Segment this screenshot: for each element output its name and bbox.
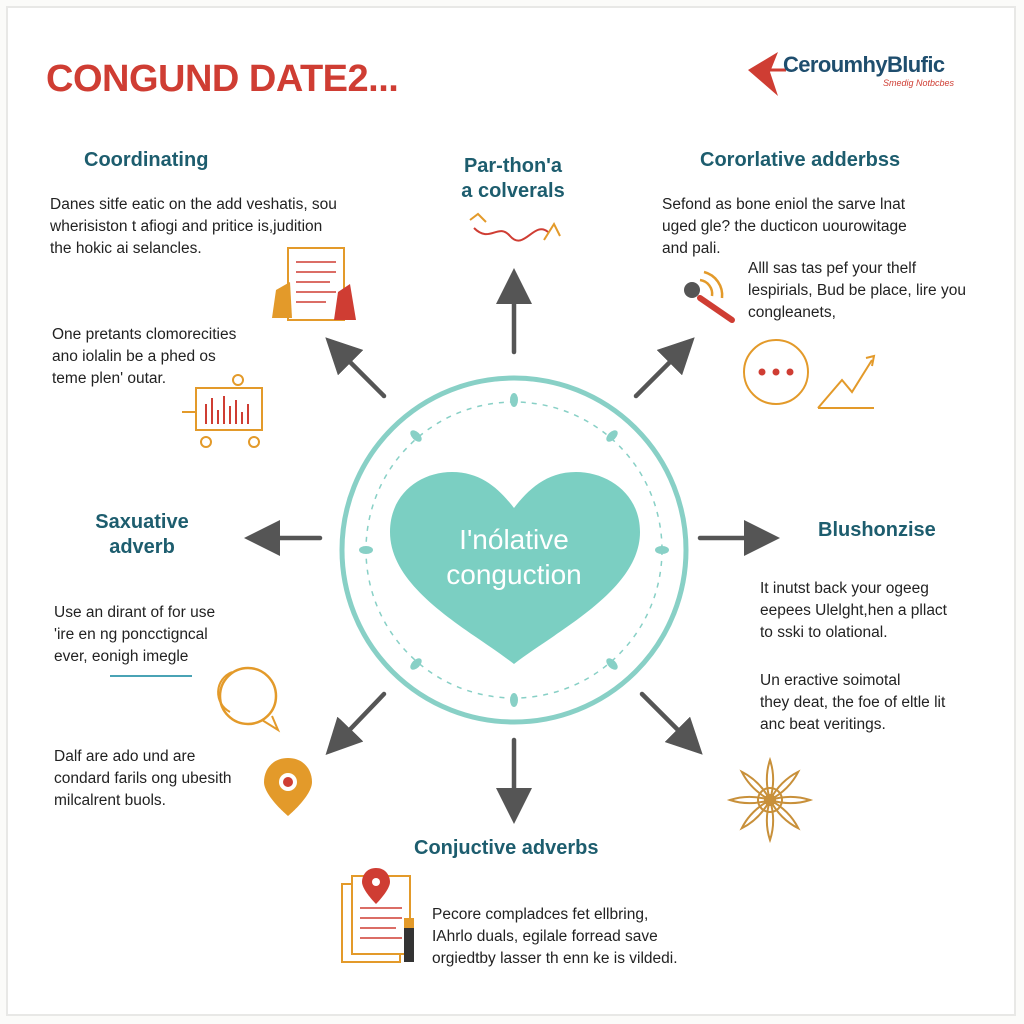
text-left-2: Dalf are ado und are condard farils ong ubesith milcalrent buols. — [54, 748, 232, 809]
heading-conjunctive: Conjuctive adverbs — [414, 837, 599, 859]
text-correlative-2: Alll sas tas pef your thelf lespirials, Bud be place, lire you congleanets, — [748, 260, 966, 321]
clock-chart-icon — [744, 340, 874, 408]
heading-correlative: Cororlative adderbss — [700, 149, 901, 171]
center-label: I'nólative conguction — [446, 524, 582, 590]
logo-icon — [748, 52, 786, 96]
heading-coordinating: Coordinating — [84, 149, 209, 171]
text-conjunctive: Pecore compladces fet ellbring, IAhrlo duals, egilale forread save orgiedtby lasser th enn ke is vildedi. — [432, 906, 678, 967]
document-pin-icon — [342, 868, 414, 962]
wave-line-icon — [470, 214, 560, 241]
arrow-up-left — [338, 350, 384, 396]
text-left-1: Use an dirant of for use 'ire en ng poncctigncal ever, eonigh imegle — [54, 604, 216, 665]
page-title: CONGUND DATE2... — [46, 58, 399, 100]
signal-tool-icon — [684, 272, 732, 320]
logo-name: CeroumhyBlufic — [783, 52, 945, 77]
text-right-1: It inutst back your ogeeg eepees Ulelght,hen a pllact to sski to olational. — [760, 580, 947, 641]
text-correlative-1: Sefond as bone eniol the sarve lnat uged gle? the ducticon uourowitage and pali. — [662, 196, 907, 257]
arrow-up-right — [636, 350, 682, 396]
heading-top: Par-thon'a a colverals — [461, 155, 565, 202]
text-coordinating-2: One pretants clomorecities ano iolalin be a phed os teme plen' outar. — [52, 326, 237, 387]
logo-tagline: Smedig Notbcbes — [883, 78, 955, 88]
text-right-2: Un eractive soimotal they deat, the foe of eltle lit anc beat veritings. — [760, 672, 946, 733]
ornament-icon — [730, 760, 810, 840]
arrow-down-right — [642, 694, 690, 742]
heading-right: Blushonzise — [818, 519, 936, 541]
heading-left: Saxuative adverb — [95, 511, 189, 558]
arrow-down-left — [338, 694, 384, 742]
text-coordinating-1: Danes sitfe eatic on the add veshatis, sou wherisiston t afiogi and pritice is,judition the hokic ai selancles. — [50, 196, 337, 257]
search-icon — [218, 668, 278, 730]
